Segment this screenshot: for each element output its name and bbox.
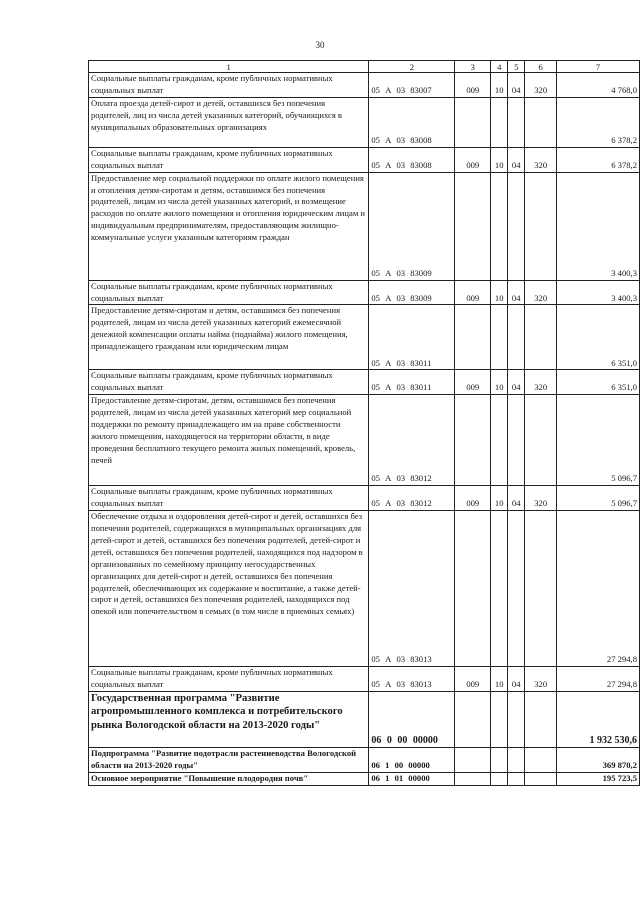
row-col4: 10 — [491, 280, 508, 305]
row-col6: 320 — [525, 370, 557, 395]
row-name: Социальные выплаты гражданам, кроме публичных нормативных социальных выплат — [89, 280, 369, 305]
row-code: 05 А 03 83012 — [369, 486, 455, 511]
row-amount: 4 768,0 — [557, 73, 640, 98]
budget-table — [88, 60, 640, 786]
col-header-3: 3 — [455, 61, 491, 73]
row-amount: 27 294,8 — [557, 511, 640, 667]
row-col6: 320 — [525, 667, 557, 692]
row-name: Оплата проезда детей-сирот и детей, оставшихся без попечения родителей, лиц из числа детей указанных категорий, обучающихся в муниципальных образовательных организациях — [89, 97, 369, 147]
row-col5: 04 — [508, 73, 525, 98]
row-col5 — [508, 511, 525, 667]
row-col3 — [455, 172, 491, 280]
row-amount: 5 096,7 — [557, 486, 640, 511]
row-code: 06 1 01 00000 — [369, 772, 455, 785]
row-code: 05 А 03 83011 — [369, 370, 455, 395]
row-amount: 6 351,0 — [557, 370, 640, 395]
col-header-7: 7 — [557, 61, 640, 73]
row-amount: 6 378,2 — [557, 97, 640, 147]
table-row — [89, 511, 640, 667]
row-col6: 320 — [525, 73, 557, 98]
row-col4: 10 — [491, 73, 508, 98]
row-col4: 10 — [491, 667, 508, 692]
row-col3 — [455, 511, 491, 667]
table-row — [89, 280, 640, 305]
table-row — [89, 73, 640, 98]
row-name: Государственная программа "Развитие агропромышленного комплекса и потребительского рынка Вологодской области на 2013-2020 годы" — [89, 691, 369, 747]
row-name: Подпрограмма "Развитие подотрасли растениеводства Вологодской области на 2013-2020 годы" — [89, 747, 369, 772]
table-row — [89, 147, 640, 172]
row-col5: 04 — [508, 667, 525, 692]
row-amount: 195 723,5 — [557, 772, 640, 785]
row-col6 — [525, 172, 557, 280]
row-code: 05 А 03 83011 — [369, 305, 455, 370]
row-col5 — [508, 97, 525, 147]
row-col4 — [491, 747, 508, 772]
row-col5: 04 — [508, 147, 525, 172]
row-col6: 320 — [525, 147, 557, 172]
row-name: Предоставление детям-сиротам, детям, оставшимся без попечения родителей, лицам из числа детей указанных категорий мер социальной поддержки по ремонту принадлежащего им на праве собственности жилого помещения, находящегося на территории области, в виде проведения бесплатного текущего ремонта жилых помещений, кровель, печей — [89, 395, 369, 486]
row-col4 — [491, 395, 508, 486]
row-col6 — [525, 395, 557, 486]
row-col3: 009 — [455, 667, 491, 692]
row-col4 — [491, 305, 508, 370]
row-code: 05 А 03 83013 — [369, 511, 455, 667]
row-name: Социальные выплаты гражданам, кроме публичных нормативных социальных выплат — [89, 667, 369, 692]
row-amount: 6 378,2 — [557, 147, 640, 172]
row-name: Социальные выплаты гражданам, кроме публичных нормативных социальных выплат — [89, 370, 369, 395]
table-row — [89, 486, 640, 511]
row-col3: 009 — [455, 147, 491, 172]
row-col6: 320 — [525, 280, 557, 305]
table-row — [89, 772, 640, 785]
row-amount: 3 400,3 — [557, 280, 640, 305]
table-row — [89, 370, 640, 395]
row-col3 — [455, 691, 491, 747]
row-col5 — [508, 772, 525, 785]
row-col5: 04 — [508, 370, 525, 395]
row-col4: 10 — [491, 486, 508, 511]
table-header-row — [89, 61, 640, 73]
table-row — [89, 691, 640, 747]
row-col3 — [455, 305, 491, 370]
row-col3: 009 — [455, 486, 491, 511]
col-header-5: 5 — [508, 61, 525, 73]
row-col4 — [491, 772, 508, 785]
table-row — [89, 305, 640, 370]
row-col4 — [491, 97, 508, 147]
row-code: 05 А 03 83008 — [369, 97, 455, 147]
row-name: Предоставление мер социальной поддержки по оплате жилого помещения и отопления детям-сиротам и детям, оставшимся без попечения родителей, лицам из числа детей указанных категорий, и возмещение расходов по оплате жилого помещения и отопления юридическим лицам и индивидуальным предпринимателям, предоставляющим жилищно-коммунальные услуги указанным категориям граждан — [89, 172, 369, 280]
row-col6 — [525, 511, 557, 667]
table-row — [89, 667, 640, 692]
row-code: 05 А 03 83013 — [369, 667, 455, 692]
col-header-4: 4 — [491, 61, 508, 73]
row-col4 — [491, 172, 508, 280]
table-row — [89, 395, 640, 486]
row-col4 — [491, 511, 508, 667]
row-code: 05 А 03 83007 — [369, 73, 455, 98]
row-col6 — [525, 305, 557, 370]
row-col5 — [508, 747, 525, 772]
row-col6: 320 — [525, 486, 557, 511]
row-col3 — [455, 97, 491, 147]
row-col3: 009 — [455, 73, 491, 98]
col-header-2: 2 — [369, 61, 455, 73]
row-amount: 27 294,8 — [557, 667, 640, 692]
row-col5 — [508, 305, 525, 370]
row-col5: 04 — [508, 486, 525, 511]
row-name: Социальные выплаты гражданам, кроме публичных нормативных социальных выплат — [89, 486, 369, 511]
table-row — [89, 97, 640, 147]
col-header-1: 1 — [89, 61, 369, 73]
row-name: Социальные выплаты гражданам, кроме публичных нормативных социальных выплат — [89, 147, 369, 172]
row-col3 — [455, 395, 491, 486]
row-code: 06 0 00 00000 — [369, 691, 455, 747]
table-row — [89, 747, 640, 772]
row-amount: 369 870,2 — [557, 747, 640, 772]
row-col5 — [508, 691, 525, 747]
row-amount: 1 932 530,6 — [557, 691, 640, 747]
row-code: 05 А 03 83009 — [369, 280, 455, 305]
row-amount: 3 400,3 — [557, 172, 640, 280]
row-col3: 009 — [455, 280, 491, 305]
row-col5: 04 — [508, 280, 525, 305]
row-name: Основное мероприятие "Повышение плодородия почв" — [89, 772, 369, 785]
row-col6 — [525, 691, 557, 747]
row-name: Обеспечение отдыха и оздоровления детей-сирот и детей, оставшихся без попечения родителей, содержащихся в муниципальных организациях для детей-сирот и детей, оставшихся без попечения родителей, детей-сирот и детей, оставшихся без попечения родителей, находящихся под надзором в организованных по семейному принципу негосударственных организациях для детей-сирот и детей, оставшихся без попечения родителей, обеспечивающих их содержание и воспитание, а также детей-сирот и детей, оставшихся без попечения родителей, находящихся под опекой или попечительством в семьях (в том числе в приемных семьях) — [89, 511, 369, 667]
row-name: Предоставление детям-сиротам и детям, оставшимся без попечения родителей, лицам из числа детей указанных категорий ежемесячной денежной компенсации оплаты найма (поднайма) жилого помещения, принадлежащего гражданам или юридическим лицам — [89, 305, 369, 370]
row-col6 — [525, 772, 557, 785]
row-col5 — [508, 172, 525, 280]
row-col5 — [508, 395, 525, 486]
row-col3: 009 — [455, 370, 491, 395]
row-col4: 10 — [491, 147, 508, 172]
row-col6 — [525, 747, 557, 772]
row-col4: 10 — [491, 370, 508, 395]
row-col6 — [525, 97, 557, 147]
row-code: 05 А 03 83008 — [369, 147, 455, 172]
table-row — [89, 172, 640, 280]
row-code: 05 А 03 83012 — [369, 395, 455, 486]
row-col3 — [455, 772, 491, 785]
row-code: 06 1 00 00000 — [369, 747, 455, 772]
page-number: 30 — [315, 40, 325, 50]
row-amount: 5 096,7 — [557, 395, 640, 486]
row-name: Социальные выплаты гражданам, кроме публичных нормативных социальных выплат — [89, 73, 369, 98]
row-amount: 6 351,0 — [557, 305, 640, 370]
row-col3 — [455, 747, 491, 772]
row-col4 — [491, 691, 508, 747]
col-header-6: 6 — [525, 61, 557, 73]
row-code: 05 А 03 83009 — [369, 172, 455, 280]
